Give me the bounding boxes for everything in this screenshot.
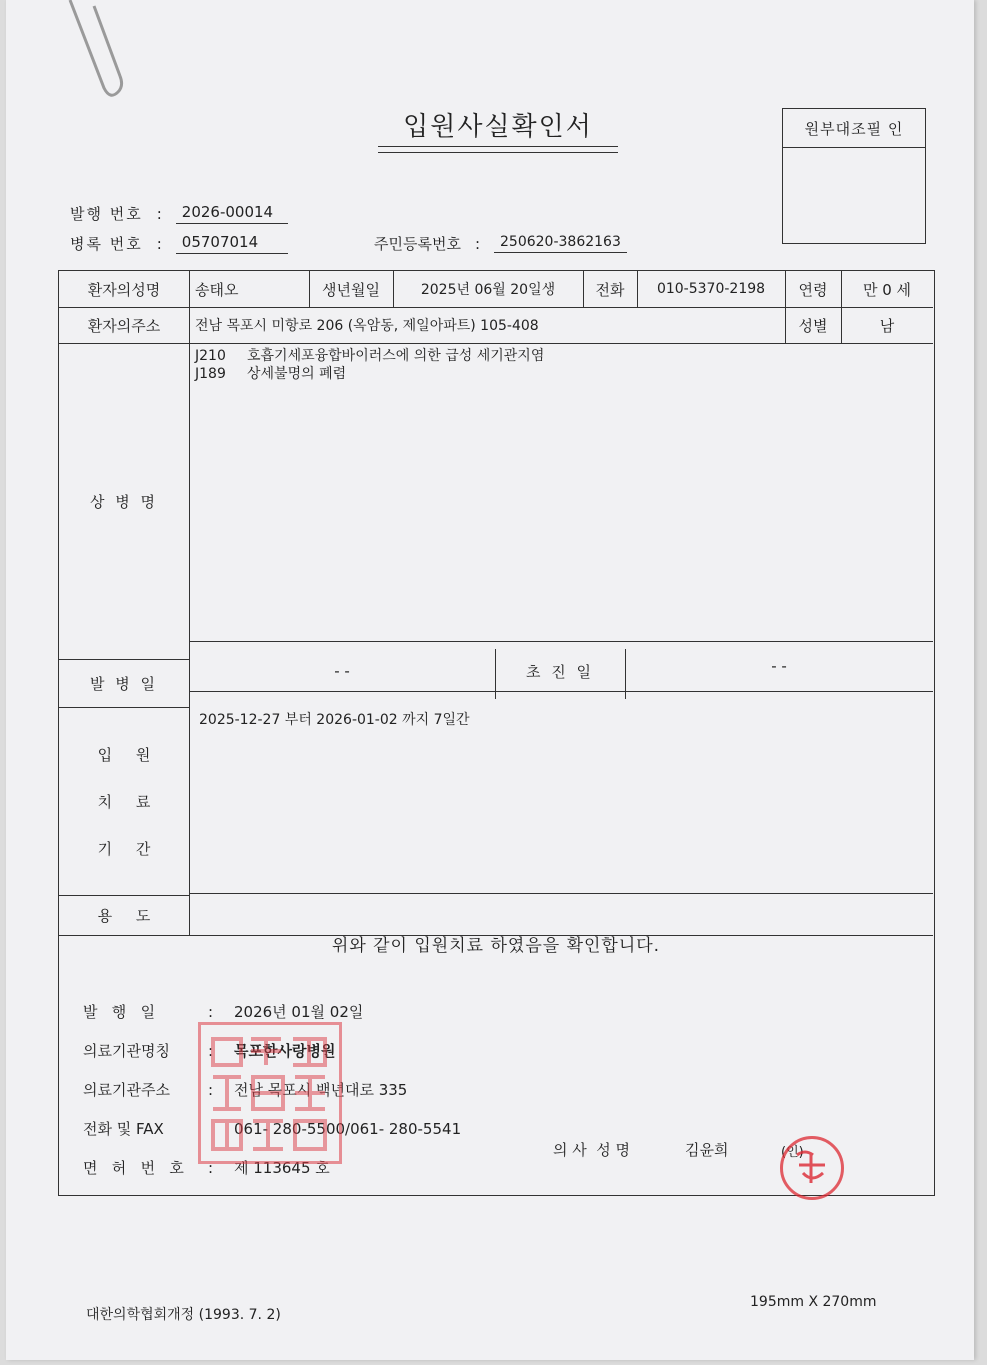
- hospital-address-colon: :: [208, 1081, 214, 1099]
- hospital-seal-stamp: [198, 1022, 342, 1164]
- title-underline: [378, 146, 618, 147]
- issue-date-label: 발 행 일: [83, 1003, 156, 1021]
- admission-label: [59, 707, 189, 895]
- diagnosis-description: 호흡기세포융합바이러스에 의한 급성 세기관지염: [247, 348, 545, 364]
- patient-name-label: 환자의성명: [87, 280, 161, 299]
- address-value: 전남 목포시 미항로 206 (옥암동, 제일아파트) 105-408: [195, 318, 539, 334]
- hospital-seal-pattern: [201, 1025, 339, 1161]
- age-label: 연령: [798, 280, 828, 299]
- diagnosis-label: 상 병 명: [89, 492, 158, 511]
- approval-box-label: 원부대조필 인: [783, 109, 925, 148]
- license-colon: :: [208, 1159, 214, 1177]
- admission-label-line: 입 원: [97, 745, 151, 764]
- doctor-seal-pattern: [783, 1139, 841, 1197]
- doctor-label: 의 사 성 명: [553, 1141, 631, 1159]
- row-divider: [59, 343, 933, 344]
- birth-value: 2025년 06월 20일생: [420, 282, 556, 298]
- issue-number-colon: :: [156, 204, 162, 223]
- admission-label-line: 치 료: [97, 792, 151, 811]
- license-label: 면 허 번 호: [83, 1159, 184, 1177]
- admission-label-line: 기 간: [97, 839, 151, 858]
- paperclip-icon: [64, 0, 124, 100]
- sex-value: 남: [879, 316, 895, 335]
- issue-date-colon: :: [208, 1003, 214, 1021]
- resident-id-colon: :: [474, 234, 481, 253]
- diagnosis-item: [195, 365, 544, 383]
- record-form: [58, 270, 935, 1196]
- diagnosis-code: J189: [195, 366, 226, 382]
- resident-id-label: 주민등록번호: [374, 235, 461, 253]
- phone-fax-label: 전화 및 FAX: [83, 1120, 164, 1138]
- phone-fax-value: 061- 280-5500/061- 280-5541: [234, 1120, 462, 1138]
- purpose-value: [195, 895, 933, 935]
- address-label: 환자의주소: [87, 316, 161, 335]
- issue-date-value: 2026년 01월 02일: [234, 1003, 364, 1021]
- patient-name-value: 송태오: [195, 280, 239, 299]
- column-divider: [189, 271, 190, 935]
- birth-label: 생년월일: [322, 280, 380, 299]
- confirmation-statement: 위와 같이 입원치료 하였음을 확인합니다.: [331, 936, 661, 956]
- issue-number-row: [70, 203, 288, 224]
- row-divider: [189, 641, 933, 642]
- sex-label: 성별: [798, 316, 828, 335]
- age-value: 만 0 세: [862, 280, 912, 299]
- approval-box: [782, 108, 926, 244]
- title-underline-second: [378, 152, 618, 153]
- phone-value: 010-5370-2198: [656, 281, 766, 297]
- record-number-row: [70, 233, 288, 254]
- onset-label: 발 병 일: [89, 674, 158, 693]
- onset-value: - -: [334, 662, 350, 680]
- record-number-colon: :: [156, 234, 162, 253]
- phone-label: 전화: [595, 280, 625, 299]
- issue-number-value: 2026-00014: [176, 203, 288, 224]
- hospital-name-label: 의료기관명칭: [83, 1042, 170, 1060]
- hospital-address-value: 전남 목포시 백년대로 335: [234, 1081, 408, 1099]
- hospital-address-label: 의료기관주소: [83, 1081, 170, 1099]
- first-visit-label: 초 진 일: [525, 662, 594, 681]
- doctor-name: 김윤희: [685, 1141, 729, 1159]
- record-number-label: 병록 번호: [70, 235, 143, 253]
- record-number-value: 05707014: [176, 233, 288, 254]
- row-divider: [189, 893, 933, 894]
- diagnosis-list: [195, 347, 544, 383]
- seal-mark: (인): [781, 1145, 804, 1160]
- document-title: 입원사실확인서: [403, 112, 593, 142]
- document-page: [6, 0, 974, 1360]
- admission-period-value: 2025-12-27 부터 2026-01-02 까지 7일간: [199, 712, 470, 728]
- diagnosis-item: [195, 347, 544, 365]
- issue-number-label: 발행 번호: [70, 205, 143, 223]
- resident-id-row: [374, 233, 627, 254]
- row-divider: [189, 691, 933, 692]
- footer-revision-note: 대한의학협회개정 (1993. 7. 2): [86, 1307, 281, 1323]
- doctor-seal-stamp: [780, 1136, 844, 1200]
- purpose-label: 용 도: [97, 906, 151, 925]
- hospital-name-value: 목포한사랑병원: [234, 1042, 336, 1060]
- resident-id-value: 250620-3862163: [494, 234, 627, 253]
- footer-paper-size: 195mm X 270mm: [750, 1294, 877, 1310]
- diagnosis-description: 상세불명의 폐렴: [247, 366, 347, 382]
- license-value: 제 113645 호: [234, 1159, 330, 1177]
- hospital-name-colon: :: [208, 1042, 214, 1060]
- diagnosis-code: J210: [195, 348, 226, 364]
- first-visit-value: - -: [771, 657, 787, 675]
